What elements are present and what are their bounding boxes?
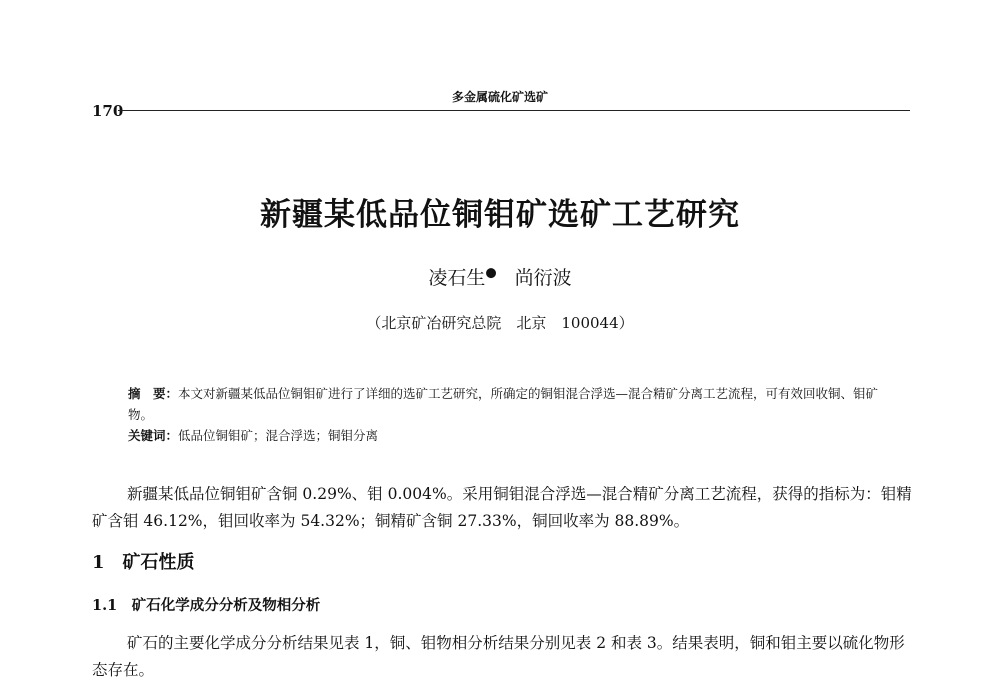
author-list <box>0 263 1000 290</box>
footnote-dot-icon: ● <box>485 265 497 281</box>
keywords-label: 关键词： <box>128 428 179 443</box>
abstract <box>128 383 888 425</box>
author-name: 凌石生 <box>428 267 486 289</box>
paper-title: 新疆某低品位铜钼矿选矿工艺研究 <box>260 197 740 233</box>
intro-paragraph: 新疆某低品位铜钼矿含铜 0.29%、钼 0.004%。采用铜钼混合浮选—混合精矿分离工艺流程，获得的指标为：钼精矿含钼 46.12%，钼回收率为 54.32%；铜精矿含铜 27.33%，铜回收率为 88.89%。 <box>92 485 912 530</box>
page-number: 170 <box>92 102 124 120</box>
body-paragraph: 矿石的主要化学成分分析结果见表 1，铜、钼物相分析结果分别见表 2 和表 3。结果表明，铜和钼主要以硫化物形态存在。 <box>92 634 905 679</box>
abstract-block <box>128 383 888 446</box>
header-rule <box>118 110 910 111</box>
author-name: 尚衍波 <box>514 267 572 289</box>
keywords <box>128 425 888 446</box>
affiliation: （北京矿冶研究总院 北京 100044） <box>366 314 634 332</box>
abstract-text: 本文对新疆某低品位铜钼矿进行了详细的选矿工艺研究，所确定的铜钼混合浮选—混合精矿分离工艺流程，可有效回收铜、钼矿物。 <box>128 386 879 422</box>
section-heading: 1 矿石性质 <box>92 552 195 573</box>
subsection-heading: 1.1 矿石化学成分分析及物相分析 <box>92 597 321 614</box>
running-title: 多金属硫化矿选矿 <box>451 90 548 104</box>
abstract-label: 摘 要： <box>128 386 179 401</box>
keywords-text: 低品位铜钼矿；混合浮选；铜钼分离 <box>178 428 379 443</box>
